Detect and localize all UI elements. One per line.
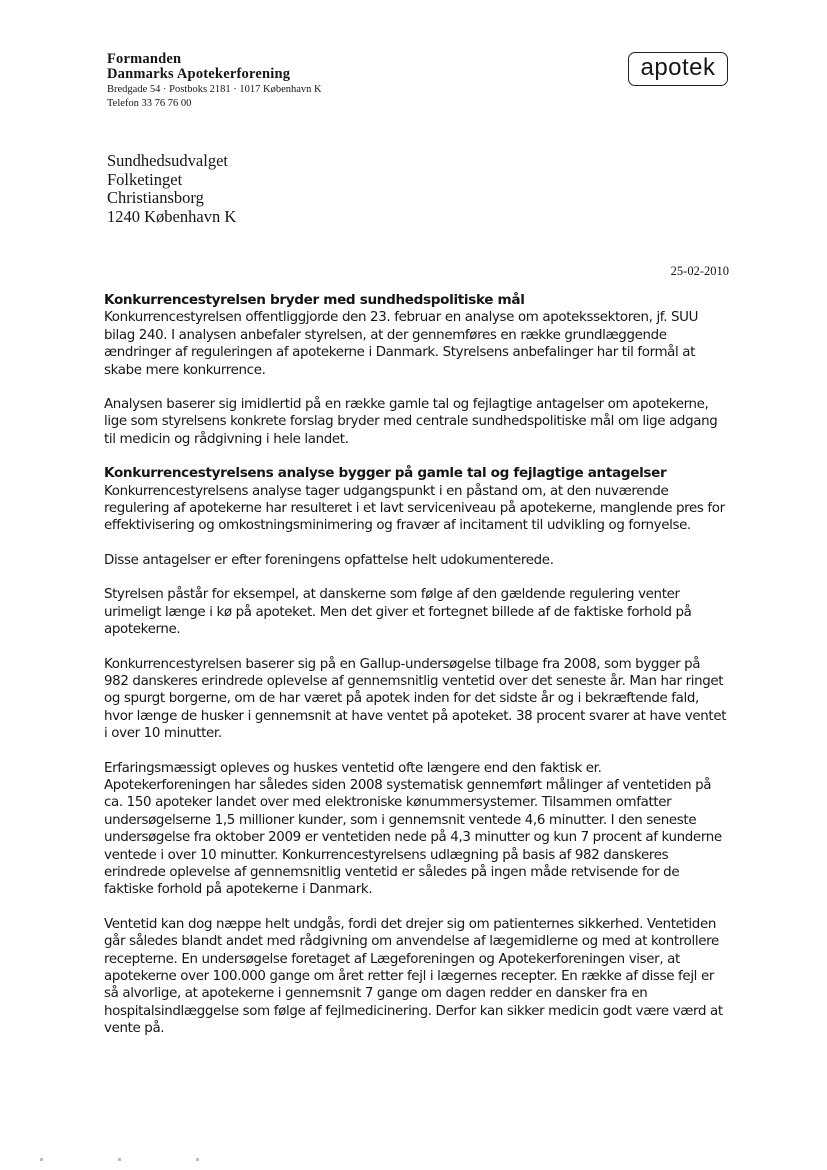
recipient-line-4: 1240 København K [107,206,237,226]
apotek-logo [628,52,728,86]
section-heading-2: Konkurrencestyrelsens analyse bygger på gamle tal og fejlagtige antagelser [104,465,667,482]
paragraph: Analysen baserer sig imidlertid på en række gamle tal og fejlagtige antagelser om apotekerne, lige som styrelsens konkrete forslag bryder med centrale sundhedspolitiske mål om lige adgang til medicin og rådgivning i hele landet. [104,397,718,447]
scan-mark [40,1158,43,1161]
paragraph: Styrelsen påstår for eksempel, at danskerne som følge af den gældende regulering venter urimeligt længe i kø på apoteket. Men det giver et fortegnet billede af de faktiske forhold på apotekerne. [104,587,692,638]
paragraph: Konkurrencestyrelsens analyse tager udgangspunkt i en påstand om, at den nuværende regulering af apotekerne har resulteret i et lavt serviceniveau på apotekerne, manglende pres for effektivisering og omkostningsminimering og fravær af incitament til udvikling og fornyelse. [104,483,725,534]
scan-mark [118,1158,121,1161]
logo-text: apotek [640,53,716,81]
paragraph: Erfaringsmæssigt opleves og huskes ventetid ofte længere end den faktisk er. Apotekerforeningen har således siden 2008 systematisk gennemført målinger af ventetiden på ca. 150 apoteker landet over med elektroniske kønummersystemer. Tilsammen omfatter undersøgelserne 1,5 millioner kunder, som i gennemsnit ventede 4,6 minutter. I den seneste undersøgelse fra oktober 2009 er ventetiden nede på 4,3 minutter og kun 7 procent af kunderne ventede i over 10 minutter. Konkurrencestyrelsens udlægning på basis af 982 danskeres erindrede oplevelse af gennemsnitlig ventetid er således på ingen måde retvisende for de faktiske forhold på apotekerne i Danmark. [104,760,722,898]
letter-date: 25-02-2010 [670,264,729,278]
sender-block [107,52,322,110]
recipient-line-3: Christiansborg [107,188,204,207]
recipient-line-2: Folketinget [107,169,183,189]
scan-marks [40,1158,200,1164]
paragraph: Konkurrencestyrelsen offentliggjorde den 23. februar en analyse om apotekssektoren, jf. SUU bilag 240. I analysen anbefaler styrelsen, at der gennemføres en række grundlæggende ændringer af reguleringen af apotekerne i Danmark. Styrelsens anbefalinger har til formål at skabe mere konkurrence. [104,310,699,378]
recipient-line-1: Sundhedsudvalget [107,151,228,170]
paragraph: Konkurrencestyrelsen baserer sig på en Gallup-undersøgelse tilbage fra 2008, som bygger på 982 danskeres erindrede oplevelse af gennemsnitlig ventetid over det seneste år. Man har ringet og spurgt borgerne, om de har været på apotek inden for det sidste år og i bekræftende fald, hvor længe de husker i gennemsnit at have ventet på apoteket. 38 procent svarer at have ventet i over 10 minutter. [104,656,727,742]
paragraph: Disse antagelser er efter foreningens opfattelse helt udokumenterede. [104,552,554,568]
sender-title: Formanden [107,51,182,67]
paragraph: Ventetid kan dog næppe helt undgås, fordi det drejer sig om patienternes sikkerhed. Ventetiden går således blandt andet med rådgivning om anvendelse af lægemidlerne og med at kontrollere recepterne. En undersøgelse foretaget af Lægeforeningen og Apotekerforeningen viser, at apotekerne over 100.000 gange om året retter fejl i lægernes recepter. En række af disse fejl er så alvorlige, at apotekerne i gennemsnit 7 gange om dagen redder en dansker fra en hospitalsindlæggelse som følge af fejlmedicinering. Derfor kan sikker medicin godt være værd at vente på. [104,916,723,1037]
recipient-address [107,152,236,226]
sender-organization: Danmarks Apotekerforening [107,66,291,82]
letter-body [104,292,728,1055]
section-heading-1: Konkurrencestyrelsen bryder med sundhedspolitiske mål [104,292,525,308]
sender-phone: Telefon 33 76 76 00 [107,98,192,109]
sender-address: Bredgade 54 · Postboks 2181 · 1017 København K [107,84,322,95]
scan-mark [196,1158,199,1161]
